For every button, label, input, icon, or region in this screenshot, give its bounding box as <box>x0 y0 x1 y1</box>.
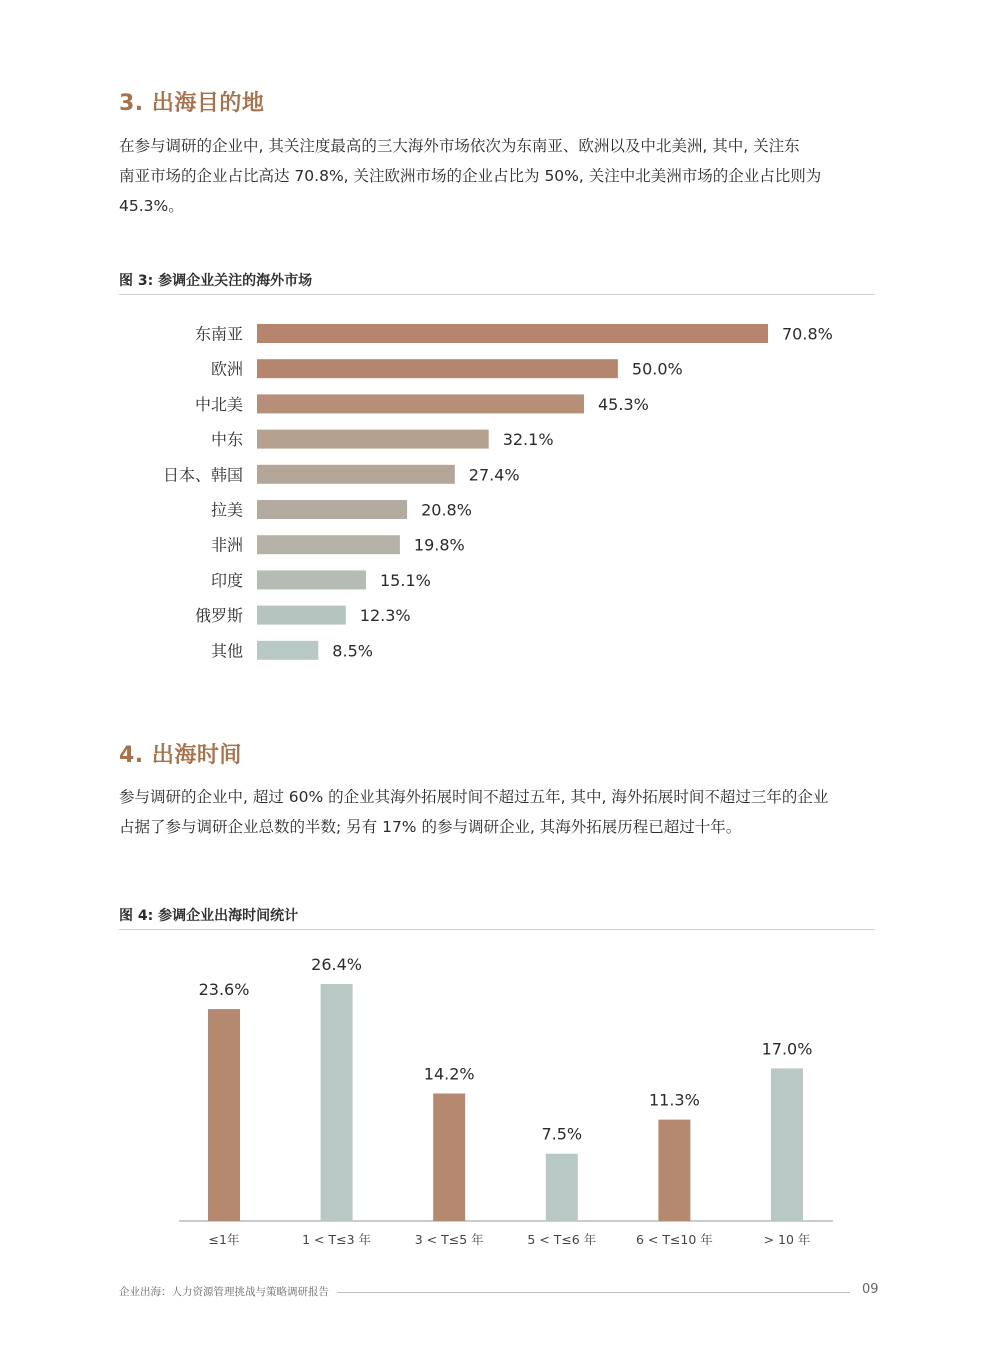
category-label: 非洲 <box>210 535 243 555</box>
category-label: 拉美 <box>210 500 243 520</box>
category-label: 中东 <box>210 430 243 450</box>
data-label: 17.0% <box>761 1039 813 1059</box>
tick-label: 3 < T≤5 年 <box>414 1232 484 1247</box>
data-label: 20.8% <box>421 500 472 520</box>
paragraph-line: 参与调研的企业中, 超过 60% 的企业其海外拓展时间不超过五年, 其中, 海外拓展时间不超过三年的企业 <box>119 788 829 806</box>
category-label: 中北美 <box>194 394 243 414</box>
bar <box>433 1094 465 1222</box>
data-label: 27.4% <box>468 465 520 485</box>
tick-label: 5 < T≤6 年 <box>527 1232 597 1247</box>
section-paragraph <box>119 782 879 842</box>
section-heading: 3. 出海目的地 <box>119 91 265 116</box>
bar <box>208 1009 240 1221</box>
paragraph-line: 南亚市场的企业占比高达 70.8%, 关注欧洲市场的企业占比为 50%, 关注中北美洲市场的企业占比则为 <box>119 167 822 185</box>
data-label: 70.8% <box>782 324 833 344</box>
data-label: 7.5% <box>541 1124 583 1144</box>
bar <box>771 1068 803 1221</box>
data-label: 11.3% <box>648 1090 700 1110</box>
bar <box>257 465 455 484</box>
category-label: 俄罗斯 <box>194 606 243 626</box>
bar <box>257 324 768 343</box>
bar <box>257 500 407 519</box>
data-label: 15.1% <box>380 570 431 590</box>
bar <box>257 359 618 378</box>
tick-label: ≤1年 <box>208 1232 240 1247</box>
paragraph-line: 在参与调研的企业中, 其关注度最高的三大海外市场依次为东南亚、欧洲以及中北美洲, 其中, 关注东 <box>119 137 800 155</box>
tick-label: > 10 年 <box>763 1232 811 1247</box>
bar <box>257 570 366 589</box>
bar <box>257 535 400 554</box>
category-label: 东南亚 <box>194 324 243 344</box>
bar <box>321 984 353 1221</box>
data-label: 14.2% <box>423 1064 475 1084</box>
section-heading: 4. 出海时间 <box>119 743 242 768</box>
section-paragraph <box>119 131 879 221</box>
tick-label: 1 < T≤3 年 <box>302 1232 372 1247</box>
data-label: 8.5% <box>332 641 373 661</box>
bar <box>257 606 346 625</box>
bar <box>257 394 584 413</box>
figure-caption: 图 4: 参调企业出海时间统计 <box>119 908 299 924</box>
data-label: 19.8% <box>413 535 465 555</box>
tick-label: 6 < T≤10 年 <box>635 1232 713 1247</box>
data-label: 12.3% <box>359 606 411 626</box>
category-label: 日本、韩国 <box>162 465 243 485</box>
figure-divider <box>119 294 875 295</box>
bar <box>546 1154 578 1221</box>
bar <box>257 641 318 660</box>
category-label: 其他 <box>210 641 243 661</box>
figure-divider <box>119 929 875 930</box>
vertical-bar-chart <box>119 940 879 1255</box>
figure-caption: 图 3: 参调企业关注的海外市场 <box>119 273 313 289</box>
data-label: 26.4% <box>311 955 363 974</box>
data-label: 50.0% <box>631 359 683 379</box>
data-label: 32.1% <box>502 430 554 450</box>
bar <box>658 1120 690 1221</box>
paragraph-line: 45.3%。 <box>119 197 184 215</box>
category-label: 印度 <box>210 570 243 590</box>
footer-title: 企业出海：人力资源管理挑战与策略调研报告 <box>119 1284 337 1299</box>
data-label: 45.3% <box>598 394 649 414</box>
bar <box>257 430 489 449</box>
paragraph-line: 占据了参与调研企业总数的半数; 另有 17% 的参与调研企业, 其海外拓展历程已超过十年。 <box>119 818 742 836</box>
horizontal-bar-chart <box>119 305 879 680</box>
category-label: 欧洲 <box>210 359 243 379</box>
page-number: 09 <box>856 1282 879 1297</box>
data-label: 23.6% <box>198 980 250 1000</box>
